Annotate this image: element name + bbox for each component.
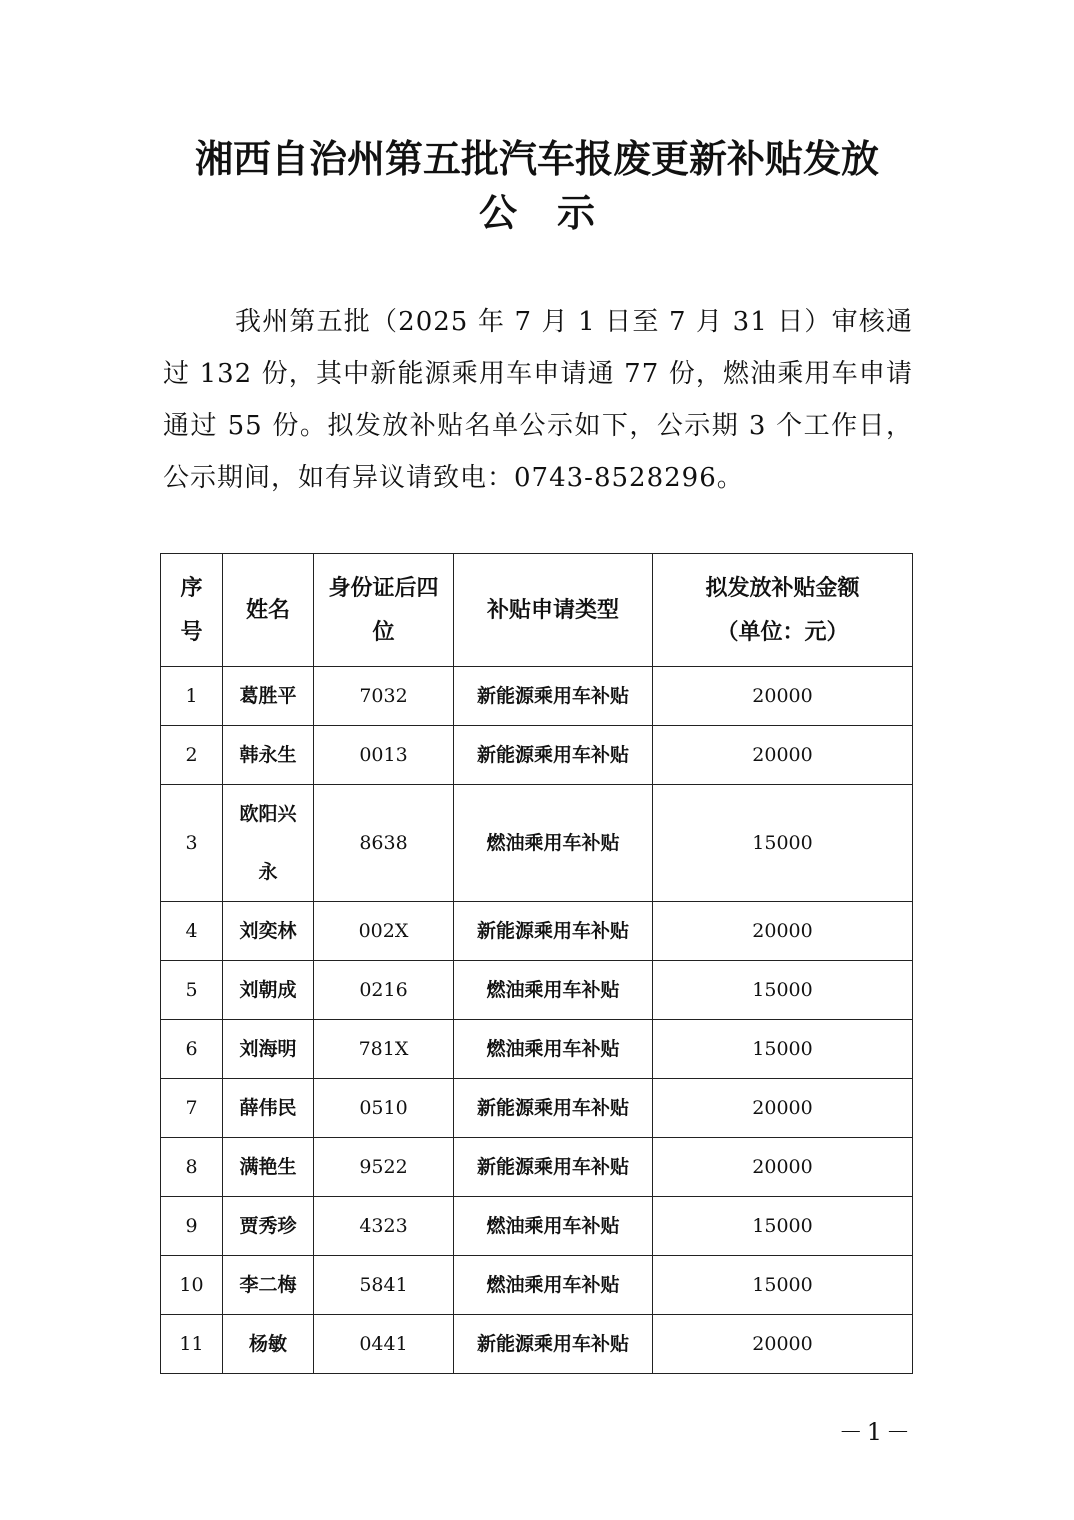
row-name: 刘朝成 bbox=[223, 961, 314, 1020]
row-id-last4: 7032 bbox=[314, 667, 454, 726]
page-number: －1－ bbox=[838, 1418, 914, 1446]
row-type: 新能源乘用车补贴 bbox=[454, 902, 653, 961]
row-index: 7 bbox=[161, 1079, 223, 1138]
row-amount: 20000 bbox=[653, 1138, 913, 1197]
row-amount: 20000 bbox=[653, 726, 913, 785]
row-name: 刘奕林 bbox=[223, 902, 314, 961]
table-header-row bbox=[161, 554, 913, 667]
row-name: 欧阳兴永 bbox=[223, 785, 314, 902]
row-index: 3 bbox=[161, 785, 223, 902]
row-type: 新能源乘用车补贴 bbox=[454, 1138, 653, 1197]
row-type: 新能源乘用车补贴 bbox=[454, 1315, 653, 1374]
row-id-last4: 0216 bbox=[314, 961, 454, 1020]
row-name: 薛伟民 bbox=[223, 1079, 314, 1138]
table-row bbox=[161, 961, 913, 1020]
table-row bbox=[161, 785, 913, 902]
row-amount: 15000 bbox=[653, 785, 913, 902]
row-id-last4: 0510 bbox=[314, 1079, 454, 1138]
row-index: 11 bbox=[161, 1315, 223, 1374]
table-row bbox=[161, 667, 913, 726]
row-amount: 20000 bbox=[653, 667, 913, 726]
row-index: 9 bbox=[161, 1197, 223, 1256]
header-id-last4: 身份证后四位 bbox=[314, 554, 454, 667]
header-name: 姓名 bbox=[223, 554, 314, 667]
table-row bbox=[161, 902, 913, 961]
table-row bbox=[161, 1315, 913, 1374]
table-row bbox=[161, 726, 913, 785]
row-index: 6 bbox=[161, 1020, 223, 1079]
row-id-last4: 0013 bbox=[314, 726, 454, 785]
header-type: 补贴申请类型 bbox=[454, 554, 653, 667]
document-title-line2: 公示 bbox=[478, 190, 635, 235]
table-row bbox=[161, 1020, 913, 1079]
row-amount: 20000 bbox=[653, 902, 913, 961]
row-id-last4: 0441 bbox=[314, 1315, 454, 1374]
row-name: 满艳生 bbox=[223, 1138, 314, 1197]
row-type: 燃油乘用车补贴 bbox=[454, 785, 653, 902]
row-type: 燃油乘用车补贴 bbox=[454, 1197, 653, 1256]
header-amount-line1: 拟发放补贴金额 bbox=[705, 575, 860, 601]
row-name: 李二梅 bbox=[223, 1256, 314, 1315]
header-amount bbox=[653, 554, 913, 667]
row-index: 10 bbox=[161, 1256, 223, 1315]
header-amount-line2: （单位：元） bbox=[716, 619, 849, 645]
row-amount: 15000 bbox=[653, 1256, 913, 1315]
table-row bbox=[161, 1079, 913, 1138]
row-name: 葛胜平 bbox=[223, 667, 314, 726]
row-name: 刘海明 bbox=[223, 1020, 314, 1079]
row-index: 2 bbox=[161, 726, 223, 785]
row-amount: 20000 bbox=[653, 1315, 913, 1374]
row-name: 韩永生 bbox=[223, 726, 314, 785]
intro-paragraph: 我州第五批（2025 年 7 月 1 日至 7 月 31 日）审核通过 132 份，其中新能源乘用车申请通 77 份，燃油乘用车申请通过 55 份。拟发放补贴名单公示如下，公示期 3 个工作日，公示期间，如有异议请致电：0743-8528296。 bbox=[163, 307, 913, 493]
row-id-last4: 781X bbox=[314, 1020, 454, 1079]
row-id-last4: 002X bbox=[314, 902, 454, 961]
row-type: 新能源乘用车补贴 bbox=[454, 726, 653, 785]
row-name: 贾秀珍 bbox=[223, 1197, 314, 1256]
row-amount: 15000 bbox=[653, 1197, 913, 1256]
table-row bbox=[161, 1256, 913, 1315]
row-type: 燃油乘用车补贴 bbox=[454, 1020, 653, 1079]
row-id-last4: 4323 bbox=[314, 1197, 454, 1256]
row-index: 4 bbox=[161, 902, 223, 961]
row-type: 燃油乘用车补贴 bbox=[454, 1256, 653, 1315]
row-index: 8 bbox=[161, 1138, 223, 1197]
row-index: 1 bbox=[161, 667, 223, 726]
document-title: 湘西自治州第五批汽车报废更新补贴发放 bbox=[194, 136, 879, 181]
row-type: 新能源乘用车补贴 bbox=[454, 1079, 653, 1138]
row-amount: 15000 bbox=[653, 1020, 913, 1079]
row-amount: 20000 bbox=[653, 1079, 913, 1138]
table-row bbox=[161, 1197, 913, 1256]
row-name: 杨敏 bbox=[223, 1315, 314, 1374]
row-id-last4: 8638 bbox=[314, 785, 454, 902]
row-index: 5 bbox=[161, 961, 223, 1020]
row-id-last4: 5841 bbox=[314, 1256, 454, 1315]
header-index: 序号 bbox=[161, 554, 223, 667]
subsidy-table bbox=[160, 553, 913, 1374]
row-type: 新能源乘用车补贴 bbox=[454, 667, 653, 726]
table-row bbox=[161, 1138, 913, 1197]
row-amount: 15000 bbox=[653, 961, 913, 1020]
row-id-last4: 9522 bbox=[314, 1138, 454, 1197]
row-type: 燃油乘用车补贴 bbox=[454, 961, 653, 1020]
